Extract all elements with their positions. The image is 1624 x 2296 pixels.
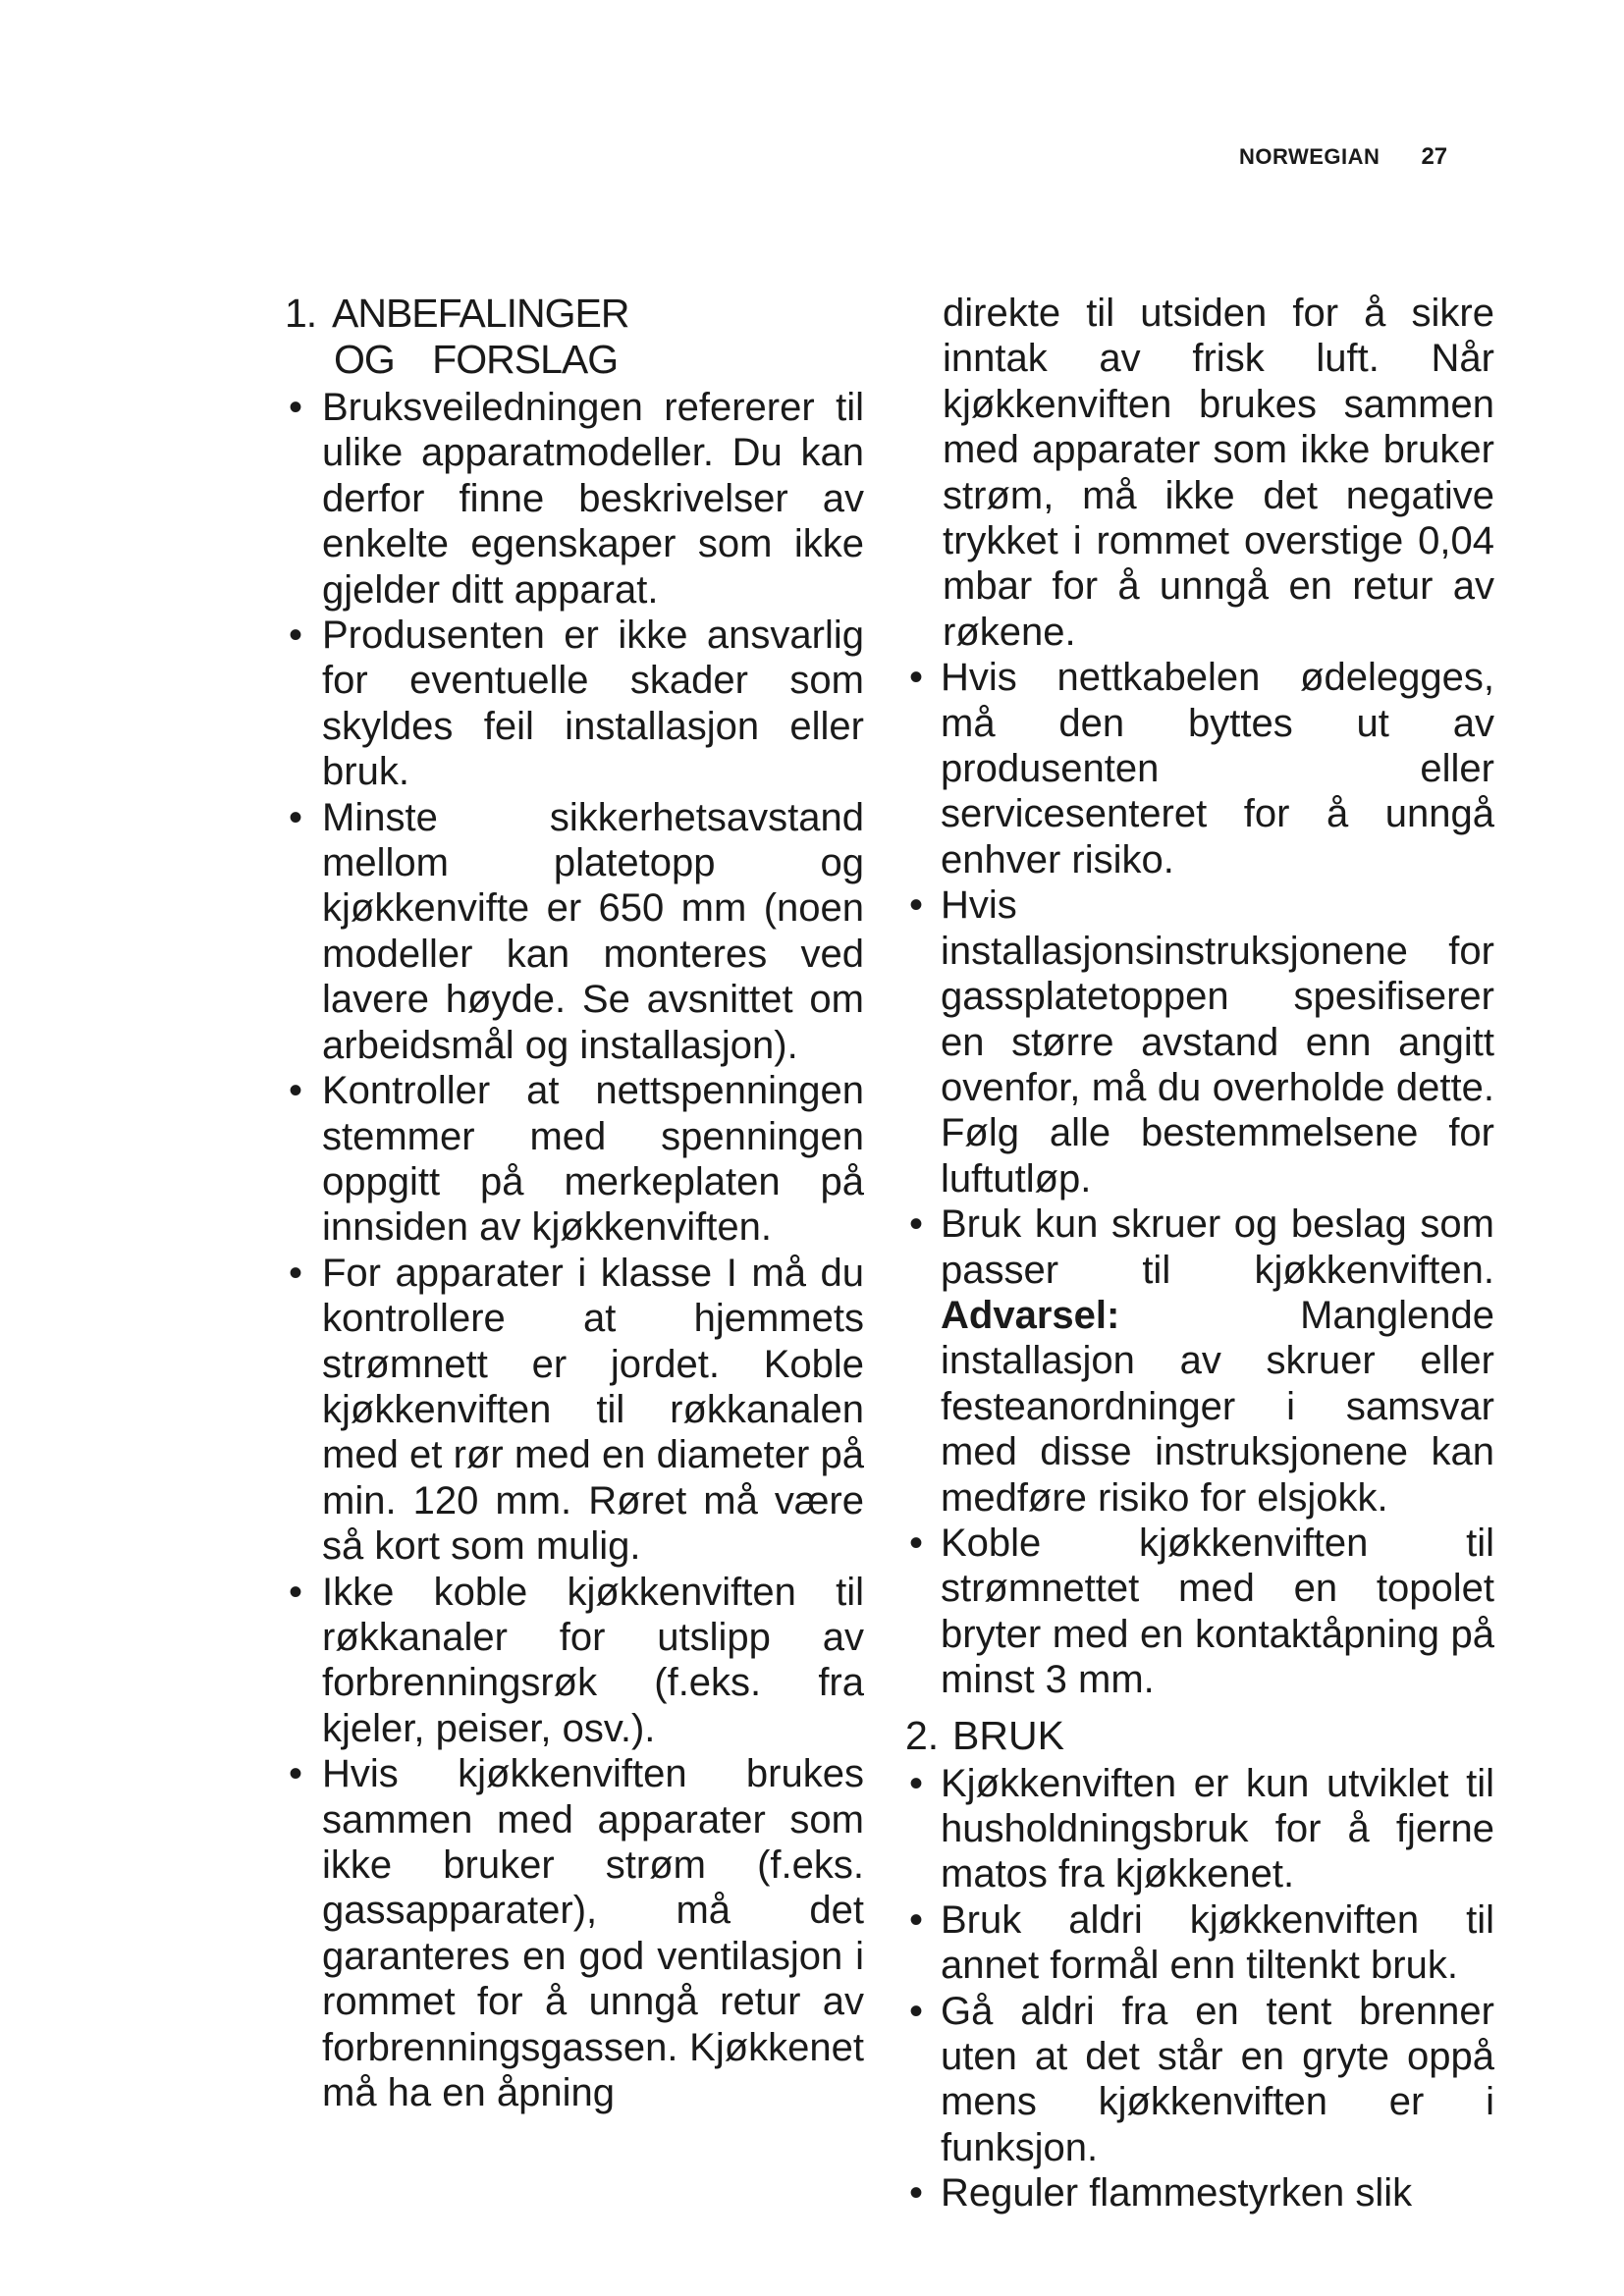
list-item: • Bruk aldri kjøkkenviften til annet formål enn tiltenkt bruk. bbox=[905, 1897, 1494, 1989]
list-item: • Minste sikkerhetsavstand mellom platetopp og kjøkkenvifte er 650 mm (noen modeller kan monteres ved lavere høyde. Se avsnittet om arbeidsmål og installasjon). bbox=[285, 795, 864, 1068]
language-label: NORWEGIAN bbox=[1239, 144, 1380, 169]
section-1-title-line2: OG FORSLAG bbox=[334, 337, 619, 382]
list-item: • Kontroller at nettspenningen stemmer med spenningen oppgitt på merkeplaten på innsiden av kjøkkenviften. bbox=[285, 1068, 864, 1251]
continued-paragraph: direkte til utsiden for å sikre inntak av frisk luft. Når kjøkkenviften brukes sammen med apparater som ikke bruker strøm, må ikke det negative trykket i rommet overstige 0,04 mbar for å unngå en retur av røkene. bbox=[943, 292, 1494, 654]
list-item: • Gå aldri fra en tent brenner uten at det står en gryte oppå mens kjøkkenviften er i funksjon. bbox=[905, 1989, 1494, 2171]
list-item: • Koble kjøkkenviften til strømnettet med en topolet bryter med en kontaktåpning på minst 3 mm. bbox=[905, 1521, 1494, 1703]
list-item: • Hvis installasjonsinstruksjonene for gassplatetoppen spesifiserer en større avstand enn angitt ovenfor, må du overholde dette. Følg alle bestemmelsene for luftutløp. bbox=[905, 882, 1494, 1201]
section-1-number: 1. bbox=[285, 291, 317, 336]
list-item: • Hvis nettkabelen ødelegges, må den byttes ut av produsenten eller servicesenteret for å unngå enhver risiko. bbox=[905, 655, 1494, 882]
section-2-title: BRUK bbox=[952, 1712, 1064, 1758]
warning-label: Advarsel: bbox=[941, 1293, 1120, 1337]
page-number: 27 bbox=[1421, 143, 1448, 170]
list-item: • Hvis kjøkkenviften brukes sammen med apparater som ikke bruker strøm (f.eks. gassapparater), må det garanteres en god ventilasjon i rommet for å unngå retur av forbrenningsgassen. Kjøkkenet må ha en åpning bbox=[285, 1751, 864, 2115]
section-2-heading bbox=[905, 1713, 1494, 1759]
warning-text: Manglende installasjon av skruer eller festeanordninger i samsvar med disse instruksjonene kan medføre risiko for elsjokk. bbox=[941, 1293, 1494, 1520]
left-column bbox=[285, 291, 864, 2115]
right-column bbox=[905, 291, 1494, 2216]
section-1-list bbox=[285, 385, 864, 2115]
list-item: • Produsenten er ikke ansvarlig for eventuelle skader som skyldes feil installasjon eller bruk. bbox=[285, 613, 864, 795]
section-1-list-continued bbox=[905, 655, 1494, 1702]
section-2-number: 2. bbox=[905, 1712, 940, 1758]
section-1-heading bbox=[285, 291, 864, 383]
list-item: • Bruksveiledningen refererer til ulike apparatmodeller. Du kan derfor finne beskrivelser av enkelte egenskaper som ikke gjelder ditt apparat. bbox=[285, 385, 864, 613]
list-item: • For apparater i klasse I må du kontrollere at hjemmets strømnett er jordet. Koble kjøkkenviften til røkkanalen med et rør med en diameter på min. 120 mm. Røret må være så kort som mulig. bbox=[285, 1251, 864, 1570]
list-item: • Reguler flammestyrken slik bbox=[905, 2170, 1494, 2216]
list-item: • Ikke koble kjøkkenviften til røkkanaler for utslipp av forbrenningsrøk (f.eks. fra kjeler, peiser, osv.). bbox=[285, 1570, 864, 1752]
screw-text: Bruk kun skruer og beslag som passer til kjøkkenviften. bbox=[941, 1202, 1494, 1292]
list-item-screws bbox=[905, 1201, 1494, 1521]
section-1-title-line1: ANBEFALINGER bbox=[332, 291, 629, 336]
list-item: • Kjøkkenviften er kun utviklet til husholdningsbruk for å fjerne matos fra kjøkkenet. bbox=[905, 1761, 1494, 1897]
page-header bbox=[1239, 143, 1494, 171]
section-2-list bbox=[905, 1761, 1494, 2216]
